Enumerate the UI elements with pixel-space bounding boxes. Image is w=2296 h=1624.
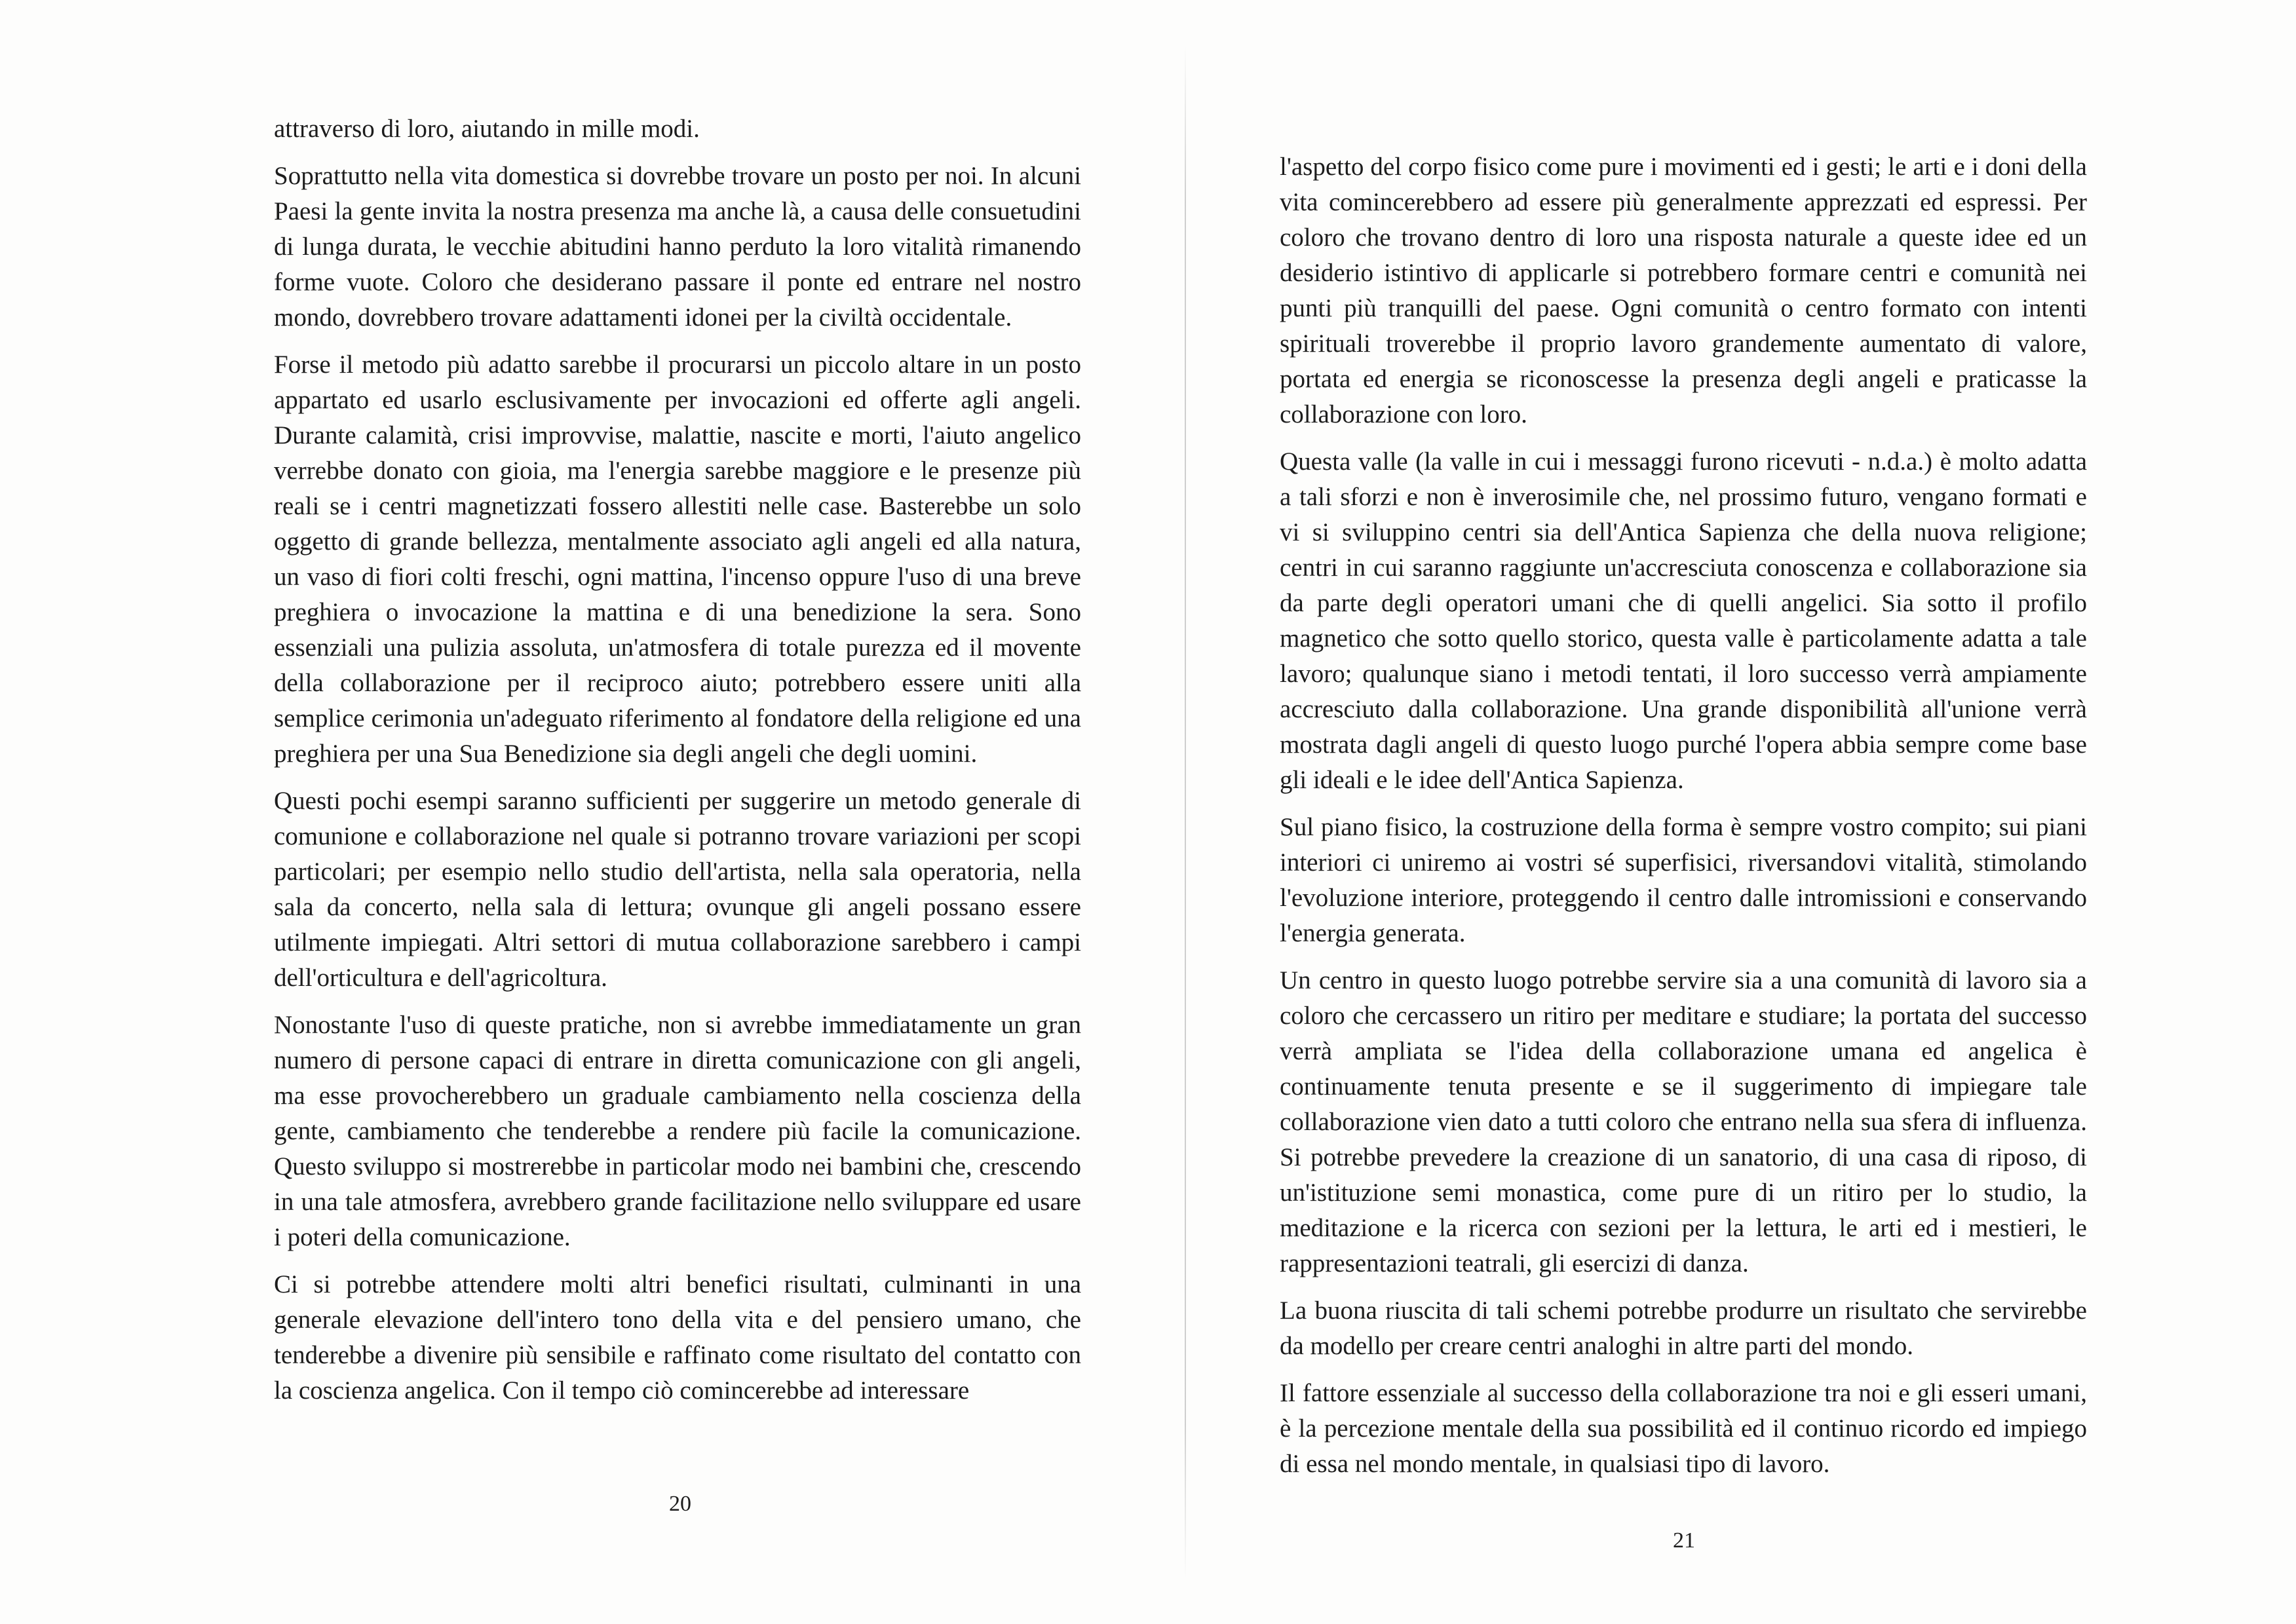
right-paragraph-4: Un centro in questo luogo potrebbe servire sia a una comunità di lavoro sia a coloro che cercassero un ritiro per meditare e studiare; la portata del successo verrà ampliata se l'idea della collaborazione umana ed angelica è continuamente tenuta presente e se il suggerimento di impiegare tale collaborazione vien dato a tutti coloro che entrano nella sua sfera di influenza. Si potrebbe prevedere la creazione di un sanatorio, di una casa di riposo, di un'istituzione semi monastica, come pure di un ritiro per lo studio, la meditazione e la ricerca con sezioni per la lettura, le arti ed i mestieri, le rappresentazioni teatrali, gli esercizi di danza. (1280, 966, 2087, 1277)
right-paragraph-2: Questa valle (la valle in cui i messaggi furono ricevuti - n.d.a.) è molto adatta a tali sforzi e non è inverosimile che, nel prossimo futuro, vengano formati e vi si sviluppino centri sia dell'Antica Sapienza che della nuova religione; centri in cui saranno raggiunte un'accresciuta conoscenza e collaborazione sia da parte degli operatori umani che di quelli angelici. Sia sotto il profilo magnetico che sotto quello storico, questa valle è particolamente adatta a tale lavoro; qualunque siano i metodi tentati, il loro successo verrà ampiamente accresciuto dalla collaborazione. Una grande disponibilità all'unione verrà mostrata dagli angeli di questo luogo purché l'opera abbia sempre come base gli ideali e le idee dell'Antica Sapienza. (1280, 447, 2087, 794)
left-paragraph-5: Nonostante l'uso di queste pratiche, non si avrebbe immediatamente un gran numero di persone capaci di entrare in diretta comunicazione con gli angeli, ma esse provocherebbero un graduale cambiamento nella coscienza della gente, cambiamento che tenderebbe a rendere più facile la comunicazione. Questo sviluppo si mostrerebbe in particolar modo nei bambini che, crescendo in una tale atmosfera, avrebbero grande facilitazione nello sviluppare ed usare i poteri della comunicazione. (274, 1011, 1081, 1251)
left-page-text (274, 111, 1081, 1420)
left-paragraph-3: Forse il metodo più adatto sarebbe il procurarsi un piccolo altare in un posto appartato ed usarlo esclusivamente per invocazioni ed offerte agli angeli. Durante calamità, crisi improvvise, malattie, nascite e morti, l'aiuto angelico verrebbe donato con gioia, ma l'energia sarebbe maggiore e le presenze più reali se i centri magnetizzati fossero allestiti nelle case. Basterebbe un solo oggetto di grande bellezza, mentalmente associato agli angeli ed alla natura, un vaso di fiori colti freschi, ogni mattina, l'incenso oppure l'uso di una breve preghiera o invocazione la mattina e di una benedizione la sera. Sono essenziali una pulizia assoluta, un'atmosfera di totale purezza ed il movente della collaborazione per il reciproco aiuto; potrebbero essere uniti alla semplice cerimonia un'adeguato riferimento al fondatore della religione ed una preghiera per una Sua Benedizione sia degli angeli che degli uomini. (274, 350, 1081, 768)
left-page-number: 20 (669, 1492, 691, 1516)
right-paragraph-1: l'aspetto del corpo fisico come pure i movimenti ed i gesti; le arti e i doni della vita comincerebbero ad essere più generalmente apprezzati ed espressi. Per coloro che trovano dentro di loro una risposta naturale a queste idee ed un desiderio istintivo di applicarle si potrebbero formare centri e comunità nei punti più tranquilli del paese. Ogni comunità o centro formato con intenti spirituali troverebbe il proprio lavoro grandemente aumentato di valore, portata ed energia se riconoscesse la presenza degli angeli e praticasse la collaborazione con loro. (1280, 153, 2087, 428)
right-page-text (1280, 149, 2087, 1494)
left-paragraph-2: Soprattutto nella vita domestica si dovrebbe trovare un posto per noi. In alcuni Paesi la gente invita la nostra presenza ma anche là, a causa delle consuetudini di lunga durata, le vecchie abitudini hanno perduto la loro vitalità rimanendo forme vuote. Coloro che desiderano passare il ponte ed entrare nel nostro mondo, dovrebbero trovare adattamenti idonei per la civiltà occidentale. (274, 162, 1081, 331)
right-paragraph-5: La buona riuscita di tali schemi potrebbe produrre un risultato che servirebbe da modello per creare centri analoghi in altre parti del mondo. (1280, 1296, 2087, 1360)
left-paragraph-6: Ci si potrebbe attendere molti altri benefici risultati, culminanti in una generale elevazione dell'intero tono della vita e del pensiero umano, che tenderebbe a divenire più sensibile e raffinato come risultato del contatto con la coscienza angelica. Con il tempo ciò comincerebbe ad interessare (274, 1270, 1081, 1405)
right-paragraph-3: Sul piano fisico, la costruzione della forma è sempre vostro compito; sui piani interiori ci uniremo ai vostri sé superfisici, riversandovi vitalità, stimolando l'evoluzione interiore, proteggendo il centro dalle intromissioni e conservando l'energia generata. (1280, 813, 2087, 947)
book-gutter (1185, 46, 1186, 1579)
right-paragraph-6: Il fattore essenziale al successo della collaborazione tra noi e gli esseri umani, è la percezione mentale della sua possibilità ed il continuo ricordo ed impiego di essa nel mondo mentale, in qualsiasi tipo di lavoro. (1280, 1379, 2087, 1478)
left-paragraph-1: attraverso di loro, aiutando in mille modi. (274, 115, 700, 143)
right-page-number: 21 (1673, 1528, 1695, 1553)
left-paragraph-4: Questi pochi esempi saranno sufficienti per suggerire un metodo generale di comunione e collaborazione nel quale si potranno trovare variazioni per scopi particolari; per esempio nello studio dell'artista, nella sala operatoria, nella sala da concerto, nella sala di lettura; ovunque gli angeli possano essere utilmente impiegati. Altri settori di mutua collaborazione sarebbero i campi dell'orticultura e dell'agricoltura. (274, 787, 1081, 992)
